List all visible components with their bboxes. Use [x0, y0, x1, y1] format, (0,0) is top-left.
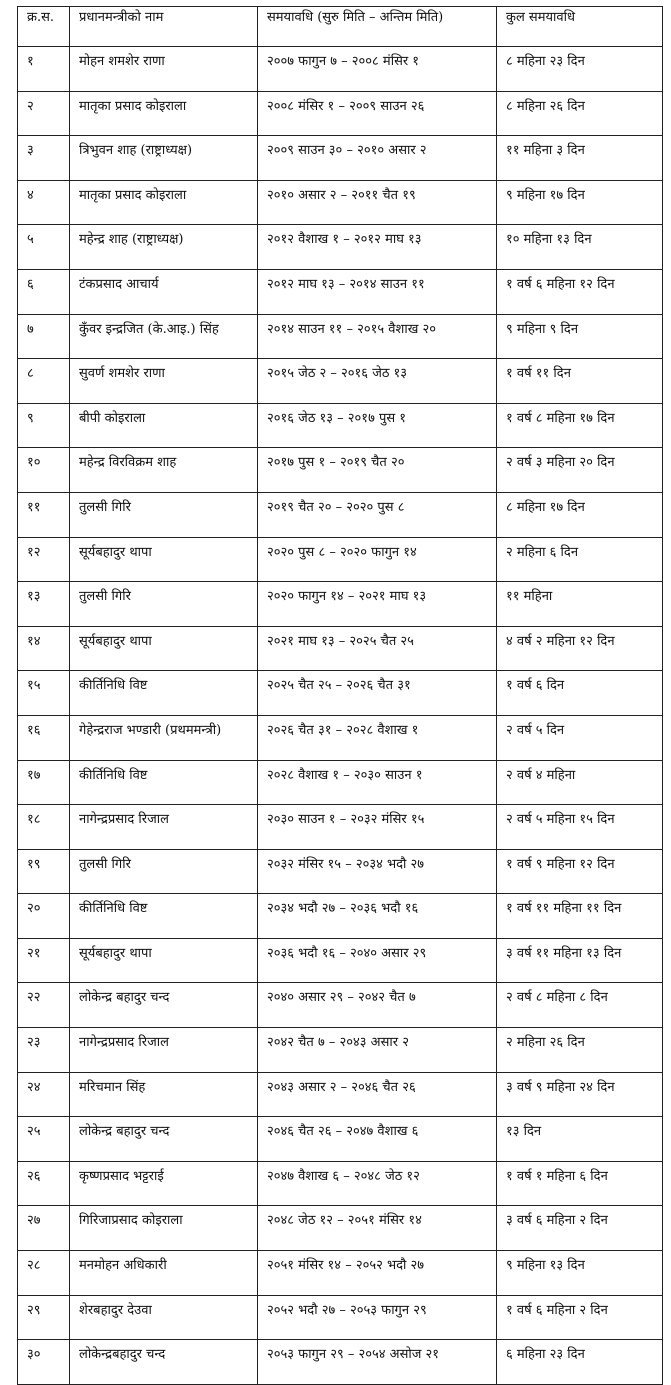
cell-tenure-dates: २०५२ भदौ २७ – २०५३ फागुन २९	[258, 1295, 497, 1340]
cell-serial: १९	[18, 849, 70, 894]
cell-serial: २३	[18, 1028, 70, 1073]
cell-tenure-dates: २०५३ फागुन २९ – २०५४ असोज २१	[258, 1340, 497, 1385]
cell-total-duration: ८ महिना १७ दिन	[497, 492, 663, 537]
table-row	[18, 225, 663, 270]
table-row	[18, 1161, 663, 1206]
cell-serial: १६	[18, 715, 70, 760]
cell-total-duration: ९ महिना १७ दिन	[497, 180, 663, 225]
cell-serial: १४	[18, 626, 70, 671]
cell-total-duration: २ वर्ष ३ महिना २० दिन	[497, 448, 663, 493]
cell-total-duration: २ वर्ष ५ दिन	[497, 715, 663, 760]
cell-tenure-dates: २०४३ असार २ – २०४६ चैत २६	[258, 1072, 497, 1117]
cell-total-duration: ३ वर्ष ६ महिना २ दिन	[497, 1206, 663, 1251]
cell-tenure-dates: २०२० पुस ८ – २०२० फागुन १४	[258, 537, 497, 582]
cell-pm-name: लोकेन्द्र बहादुर चन्द	[70, 1117, 258, 1162]
cell-pm-name: गेहेन्द्रराज भण्डारी (प्रथममन्त्री)	[70, 715, 258, 760]
cell-total-duration: २ महिना ६ दिन	[497, 537, 663, 582]
header-pm-name: प्रधानमन्त्रीको नाम	[70, 7, 258, 47]
table-row	[18, 1117, 663, 1162]
table-row	[18, 582, 663, 627]
cell-pm-name: सुवर्ण शमशेर राणा	[70, 359, 258, 404]
cell-total-duration: ९ महिना ९ दिन	[497, 314, 663, 359]
cell-pm-name: महेन्द्र विरविक्रम शाह	[70, 448, 258, 493]
cell-pm-name: कीर्तिनिधि विष्ट	[70, 894, 258, 939]
cell-serial: ३०	[18, 1340, 70, 1385]
cell-serial: १	[18, 47, 70, 92]
cell-serial: २४	[18, 1072, 70, 1117]
cell-total-duration: २ महिना २६ दिन	[497, 1028, 663, 1073]
cell-tenure-dates: २०१६ जेठ १३ – २०१७ पुस १	[258, 403, 497, 448]
cell-tenure-dates: २०१५ जेठ २ – २०१६ जेठ १३	[258, 359, 497, 404]
cell-total-duration: ९ महिना १३ दिन	[497, 1251, 663, 1296]
cell-pm-name: सूर्यबहादुर थापा	[70, 626, 258, 671]
cell-serial: १८	[18, 805, 70, 850]
cell-tenure-dates: २०२१ माघ १३ – २०२५ चैत २५	[258, 626, 497, 671]
cell-serial: ११	[18, 492, 70, 537]
cell-total-duration: २ वर्ष ४ महिना	[497, 760, 663, 805]
cell-pm-name: मोहन शमशेर राणा	[70, 47, 258, 92]
cell-tenure-dates: २०२६ चैत ३१ – २०२८ वैशाख १	[258, 715, 497, 760]
table-header	[18, 7, 663, 47]
table-row	[18, 359, 663, 404]
cell-total-duration: १३ दिन	[497, 1117, 663, 1162]
header-tenure-dates: समयावधि (सुरु मिति – अन्तिम मिति)	[258, 7, 497, 47]
cell-pm-name: कृष्णप्रसाद भट्टराई	[70, 1161, 258, 1206]
cell-pm-name: लोकेन्द्र बहादुर चन्द	[70, 983, 258, 1028]
cell-serial: २६	[18, 1161, 70, 1206]
cell-serial: २८	[18, 1251, 70, 1296]
cell-total-duration: ८ महिना २६ दिन	[497, 91, 663, 136]
cell-pm-name: मनमोहन अधिकारी	[70, 1251, 258, 1296]
cell-pm-name: शेरबहादुर देउवा	[70, 1295, 258, 1340]
cell-tenure-dates: २००८ मंसिर १ – २००९ साउन २६	[258, 91, 497, 136]
cell-pm-name: तुलसी गिरि	[70, 492, 258, 537]
cell-tenure-dates: २०४८ जेठ १२ – २०५१ मंसिर १४	[258, 1206, 497, 1251]
cell-pm-name: कीर्तिनिधि विष्ट	[70, 671, 258, 716]
table-row	[18, 1340, 663, 1385]
cell-total-duration: १ वर्ष ६ दिन	[497, 671, 663, 716]
cell-serial: २७	[18, 1206, 70, 1251]
header-row	[18, 7, 663, 47]
cell-serial: २९	[18, 1295, 70, 1340]
cell-pm-name: मातृका प्रसाद कोइराला	[70, 91, 258, 136]
cell-serial: २	[18, 91, 70, 136]
cell-pm-name: मातृका प्रसाद कोइराला	[70, 180, 258, 225]
cell-total-duration: ३ वर्ष ९ महिना २४ दिन	[497, 1072, 663, 1117]
prime-ministers-table	[17, 6, 663, 1385]
cell-tenure-dates: २०३६ भदौ १६ – २०४० असार २९	[258, 938, 497, 983]
cell-tenure-dates: २०१२ माघ १३ – २०१४ साउन ११	[258, 269, 497, 314]
cell-serial: १०	[18, 448, 70, 493]
cell-total-duration: १ वर्ष ११ महिना ११ दिन	[497, 894, 663, 939]
cell-pm-name: गिरिजाप्रसाद कोइराला	[70, 1206, 258, 1251]
table-row	[18, 715, 663, 760]
cell-tenure-dates: २०४० असार २९ – २०४२ चैत ७	[258, 983, 497, 1028]
cell-total-duration: १ वर्ष ११ दिन	[497, 359, 663, 404]
cell-total-duration: १ वर्ष १ महिना ६ दिन	[497, 1161, 663, 1206]
cell-total-duration: ११ महिना ३ दिन	[497, 136, 663, 181]
cell-tenure-dates: २०४७ वैशाख ६ – २०४८ जेठ १२	[258, 1161, 497, 1206]
table-row	[18, 314, 663, 359]
cell-pm-name: मरिचमान सिंह	[70, 1072, 258, 1117]
cell-total-duration: ६ महिना २३ दिन	[497, 1340, 663, 1385]
table-row	[18, 537, 663, 582]
table-row	[18, 983, 663, 1028]
cell-serial: ४	[18, 180, 70, 225]
cell-total-duration: १० महिना १३ दिन	[497, 225, 663, 270]
cell-pm-name: लोकेन्द्रबहादुर चन्द	[70, 1340, 258, 1385]
cell-pm-name: सूर्यबहादुर थापा	[70, 537, 258, 582]
cell-pm-name: तुलसी गिरि	[70, 849, 258, 894]
cell-pm-name: नागेन्द्रप्रसाद रिजाल	[70, 1028, 258, 1073]
cell-serial: २५	[18, 1117, 70, 1162]
cell-serial: ८	[18, 359, 70, 404]
cell-serial: २०	[18, 894, 70, 939]
cell-serial: २२	[18, 983, 70, 1028]
cell-pm-name: महेन्द्र शाह (राष्ट्राध्यक्ष)	[70, 225, 258, 270]
table-row	[18, 492, 663, 537]
table-row	[18, 805, 663, 850]
cell-tenure-dates: २०३४ भदौ २७ – २०३६ भदौ १६	[258, 894, 497, 939]
table-row	[18, 1295, 663, 1340]
table-row	[18, 671, 663, 716]
cell-serial: १३	[18, 582, 70, 627]
cell-serial: ६	[18, 269, 70, 314]
table-row	[18, 1072, 663, 1117]
table-row	[18, 938, 663, 983]
cell-pm-name: कीर्तिनिधि विष्ट	[70, 760, 258, 805]
table-row	[18, 626, 663, 671]
table-row	[18, 91, 663, 136]
cell-serial: १५	[18, 671, 70, 716]
cell-total-duration: १ वर्ष ६ महिना १२ दिन	[497, 269, 663, 314]
cell-total-duration: ८ महिना २३ दिन	[497, 47, 663, 92]
table-row	[18, 47, 663, 92]
cell-tenure-dates: २०१० असार २ – २०११ चैत १९	[258, 180, 497, 225]
cell-serial: १२	[18, 537, 70, 582]
table-row	[18, 1251, 663, 1296]
cell-tenure-dates: २०४६ चैत २६ – २०४७ वैशाख ६	[258, 1117, 497, 1162]
cell-pm-name: कुँवर इन्द्रजित (के.आइ.) सिंह	[70, 314, 258, 359]
table-row	[18, 180, 663, 225]
cell-tenure-dates: २००९ साउन ३० – २०१० असार २	[258, 136, 497, 181]
cell-pm-name: सूर्यबहादुर थापा	[70, 938, 258, 983]
cell-pm-name: तुलसी गिरि	[70, 582, 258, 627]
table-row	[18, 849, 663, 894]
cell-total-duration: १ वर्ष ८ महिना १७ दिन	[497, 403, 663, 448]
table-row	[18, 403, 663, 448]
header-total-duration: कुल समयावधि	[497, 7, 663, 47]
table-row	[18, 136, 663, 181]
header-serial: क्र.स.	[18, 7, 70, 47]
cell-serial: ७	[18, 314, 70, 359]
table-row	[18, 269, 663, 314]
cell-tenure-dates: २०२० फागुन १४ – २०२१ माघ १३	[258, 582, 497, 627]
cell-serial: ५	[18, 225, 70, 270]
cell-total-duration: १ वर्ष ९ महिना १२ दिन	[497, 849, 663, 894]
cell-tenure-dates: २०२८ वैशाख १ – २०३० साउन १	[258, 760, 497, 805]
cell-total-duration: २ वर्ष ८ महिना ८ दिन	[497, 983, 663, 1028]
cell-tenure-dates: २०३० साउन १ – २०३२ मंसिर १५	[258, 805, 497, 850]
table-row	[18, 760, 663, 805]
cell-serial: २१	[18, 938, 70, 983]
cell-tenure-dates: २०१४ साउन ११ – २०१५ वैशाख २०	[258, 314, 497, 359]
cell-total-duration: ४ वर्ष २ महिना १२ दिन	[497, 626, 663, 671]
cell-pm-name: नागेन्द्रप्रसाद रिजाल	[70, 805, 258, 850]
cell-tenure-dates: २००७ फागुन ७ – २००८ मंसिर १	[258, 47, 497, 92]
table-row	[18, 448, 663, 493]
table-body	[18, 47, 663, 1385]
table-row	[18, 1028, 663, 1073]
cell-total-duration: २ वर्ष ५ महिना १५ दिन	[497, 805, 663, 850]
cell-tenure-dates: २०२५ चैत २५ – २०२६ चैत ३१	[258, 671, 497, 716]
table-row	[18, 1206, 663, 1251]
cell-pm-name: बीपी कोइराला	[70, 403, 258, 448]
cell-pm-name: टंकप्रसाद आचार्य	[70, 269, 258, 314]
cell-serial: १७	[18, 760, 70, 805]
cell-tenure-dates: २०३२ मंसिर १५ – २०३४ भदौ २७	[258, 849, 497, 894]
cell-tenure-dates: २०४२ चैत ७ – २०४३ असार २	[258, 1028, 497, 1073]
cell-serial: ३	[18, 136, 70, 181]
cell-total-duration: ११ महिना	[497, 582, 663, 627]
cell-serial: ९	[18, 403, 70, 448]
cell-total-duration: १ वर्ष ६ महिना २ दिन	[497, 1295, 663, 1340]
cell-pm-name: त्रिभुवन शाह (राष्ट्राध्यक्ष)	[70, 136, 258, 181]
cell-tenure-dates: २०१९ चैत २० – २०२० पुस ८	[258, 492, 497, 537]
cell-tenure-dates: २०१२ वैशाख १ – २०१२ माघ १३	[258, 225, 497, 270]
cell-tenure-dates: २०५१ मंसिर १४ – २०५२ भदौ २७	[258, 1251, 497, 1296]
cell-tenure-dates: २०१७ पुस १ – २०१९ चैत २०	[258, 448, 497, 493]
cell-total-duration: ३ वर्ष ११ महिना १३ दिन	[497, 938, 663, 983]
table-row	[18, 894, 663, 939]
